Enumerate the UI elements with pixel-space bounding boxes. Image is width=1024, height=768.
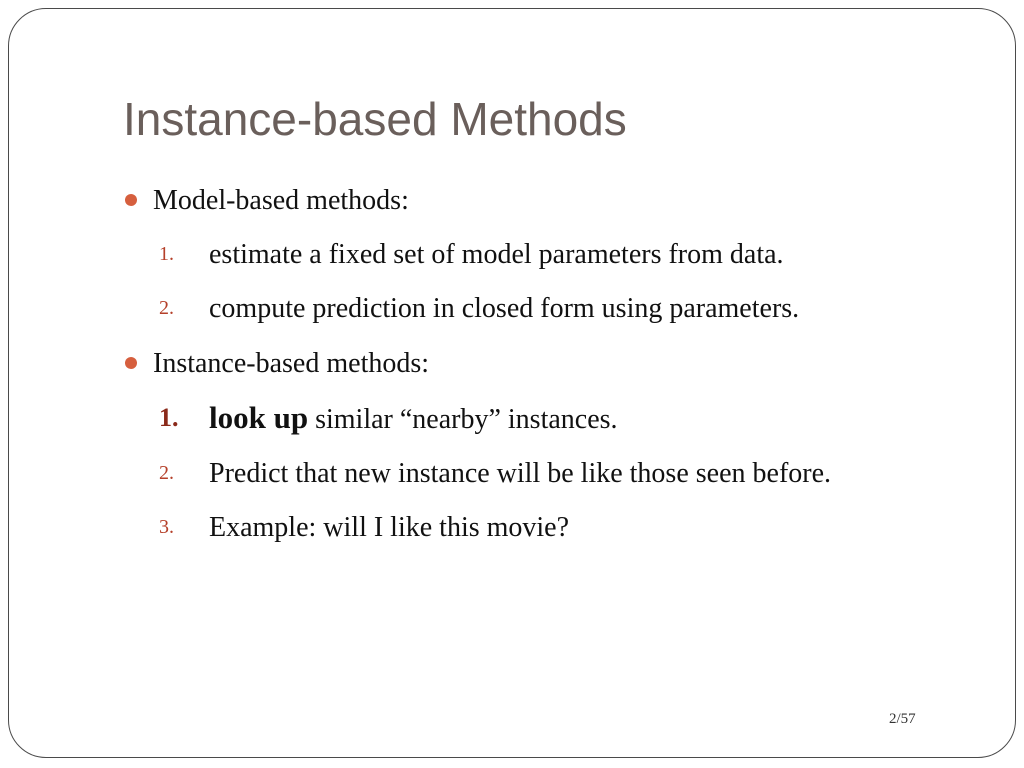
numbered-list-instance-based — [123, 394, 963, 551]
bullet-dot-icon — [125, 357, 137, 369]
list-item — [123, 285, 909, 332]
page-number: 2/57 — [889, 711, 916, 727]
list-item-text: Example: will I like this movie? — [209, 512, 570, 543]
list-item-number: 1. — [159, 403, 179, 432]
list-item — [123, 504, 909, 551]
bullet-heading: Instance-based methods: — [153, 348, 430, 379]
list-item-number: 3. — [159, 516, 174, 538]
numbered-list-model-based — [123, 231, 963, 332]
list-item — [123, 231, 909, 278]
list-item-number: 2. — [159, 297, 174, 319]
list-item-bold-text: look up — [209, 400, 309, 435]
slide-frame — [8, 8, 1016, 758]
bullet-model-based — [123, 179, 963, 223]
list-item — [123, 450, 909, 497]
bullet-dot-icon — [125, 194, 137, 206]
list-item-text: Predict that new instance will be like those seen before. — [209, 458, 832, 489]
list-item-number: 1. — [159, 243, 174, 265]
list-item-rest-text: similar “nearby” instances. — [308, 404, 618, 435]
slide-content — [123, 179, 963, 561]
bullet-heading: Model-based methods: — [153, 185, 409, 216]
slide-title: Instance-based Methods — [123, 93, 627, 145]
list-item-text — [209, 400, 618, 435]
list-item-text: compute prediction in closed form using parameters. — [209, 293, 800, 324]
list-item-number: 2. — [159, 462, 174, 484]
list-item-text: estimate a fixed set of model parameters from data. — [209, 239, 784, 270]
list-item — [123, 394, 909, 443]
bullet-instance-based — [123, 342, 963, 386]
